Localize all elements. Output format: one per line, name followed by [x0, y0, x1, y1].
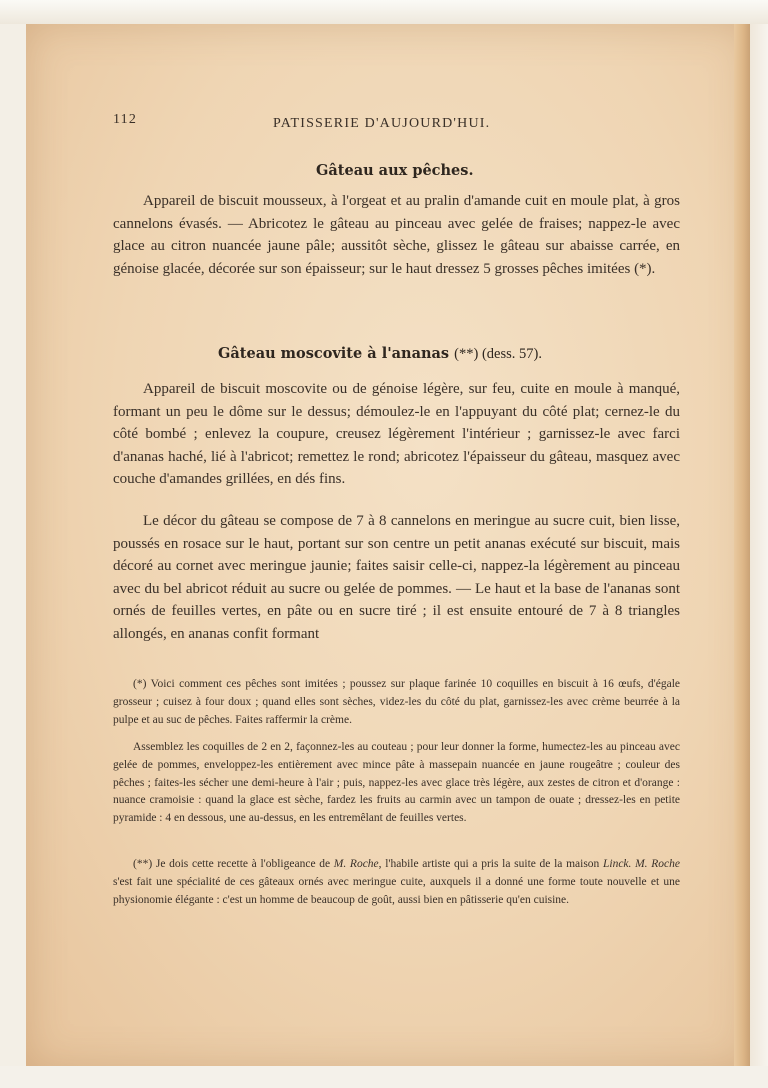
footnote-pineapple-mid: , l'habile artiste qui a pris la suite de la maison	[378, 858, 603, 870]
footnote-pineapple-name-2: Linck. M. Roche	[602, 858, 680, 870]
footnote-peaches-1: (*) Voici comment ces pêches sont imitées ; poussez sur plaque farinée 10 coquilles en biscuit à 16 œufs, d'égale grosseur ; cuisez à four doux ; quand elles sont sèches, videz-les du côté du plat, garnissez-les avec crème beurrée à la pulpe et au suc de pêches. Faites raffermir la crème.	[113, 678, 680, 726]
page-number: 112	[113, 112, 138, 127]
footnote-pineapple-rest: s'est fait une spécialité de ces gâteaux ornés avec meringue cuite, auxquels il a donné une forme toute nouvelle et une physionomie élégante : c'est un homme de beaucoup de goût, aussi bien en pâtisserie qu'en cuisine.	[113, 875, 680, 906]
recipe-paragraph-peaches: Appareil de biscuit mousseux, à l'orgeat et au pralin d'amande cuit en moule plat, à gros cannelons évasés. — Abricotez le gâteau au pinceau avec gelée de fraises; nappez-le avec glace au citron nuancée jaune pâle; aussitôt sèche, glissez le gâteau sur abaisse carrée, en génoise glacée, décorée sur son épaisseur; sur le haut dressez 5 grosses pêches imitées (*).	[113, 193, 680, 277]
running-head: PATISSERIE D'AUJOURD'HUI.	[273, 116, 491, 131]
footnote-peaches-2: Assemblez les coquilles de 2 en 2, façonnez-les au couteau ; pour leur donner la forme, humectez-les au pinceau avec gelée de pommes, enveloppez-les entièrement avec mince pâte à massepain nuancée en jaune rougeâtre ; couleur des pêches ; faites-les sécher une demi-heure à l'air ; puis, nappez-les avec glace très légère, aux zestes de citron et d'orange : nuance cramoisie : quand la glace est sèche, fardez les fruits au carmin avec un tampon de ouate ; dressez-les en petite pyramide : 4 en dessous, une au-dessus, en les entremêlant de feuilles vertes.	[113, 741, 680, 825]
recipe-paragraph-pineapple-2: Le décor du gâteau se compose de 7 à 8 cannelons en meringue au sucre cuit, bien lisse, poussés en rosace sur le haut, portant sur son centre un petit ananas exécuté sur biscuit, mais décoré au cornet avec meringue jaunie; faites saisir celle-ci, nappez-la légèrement au pinceau avec du bel abricot réduit au sucre ou gelée de pommes. — Le haut et la base de l'ananas sont ornés de feuilles vertes, en pâte ou en sucre tiré ; il est ensuite entouré de 7 à 8 triangles allongés, en ananas confit formant	[113, 513, 680, 642]
scan-background-right	[750, 24, 768, 1068]
recipe-title-pineapple-text: Gâteau moscovite à l'ananas	[218, 345, 450, 362]
footnote-pineapple-prefix: (**) Je dois cette recette à l'obligeance de	[133, 858, 334, 870]
footnote-pineapple	[113, 856, 680, 909]
recipe-title-pineapple	[218, 345, 542, 363]
footnote-pineapple-name-1: M. Roche	[333, 858, 379, 870]
recipe-paragraph-pineapple-1: Appareil de biscuit moscovite ou de génoise légère, sur feu, cuite en moule à manqué, formant un peu le dôme sur le dessus; démoulez-le en l'appuyant du côté plat; cernez-le du côté bombé ; enlevez la coupure, creusez légèrement l'intérieur ; garnissez-le avec farci d'ananas haché, lié à l'abricot; remettez le rond; abricotez l'épaisseur du gâteau, masquez avec couche d'amandes grillées, en dés fins.	[113, 381, 680, 488]
recipe-title-pineapple-ref: (**) (dess. 57).	[454, 346, 542, 362]
scan-background-bottom	[0, 1066, 768, 1088]
scan-background-top	[0, 0, 768, 24]
recipe-title-peaches: Gâteau aux pêches.	[316, 162, 474, 179]
page-header	[113, 112, 685, 138]
page-binding-edge	[734, 24, 750, 1068]
